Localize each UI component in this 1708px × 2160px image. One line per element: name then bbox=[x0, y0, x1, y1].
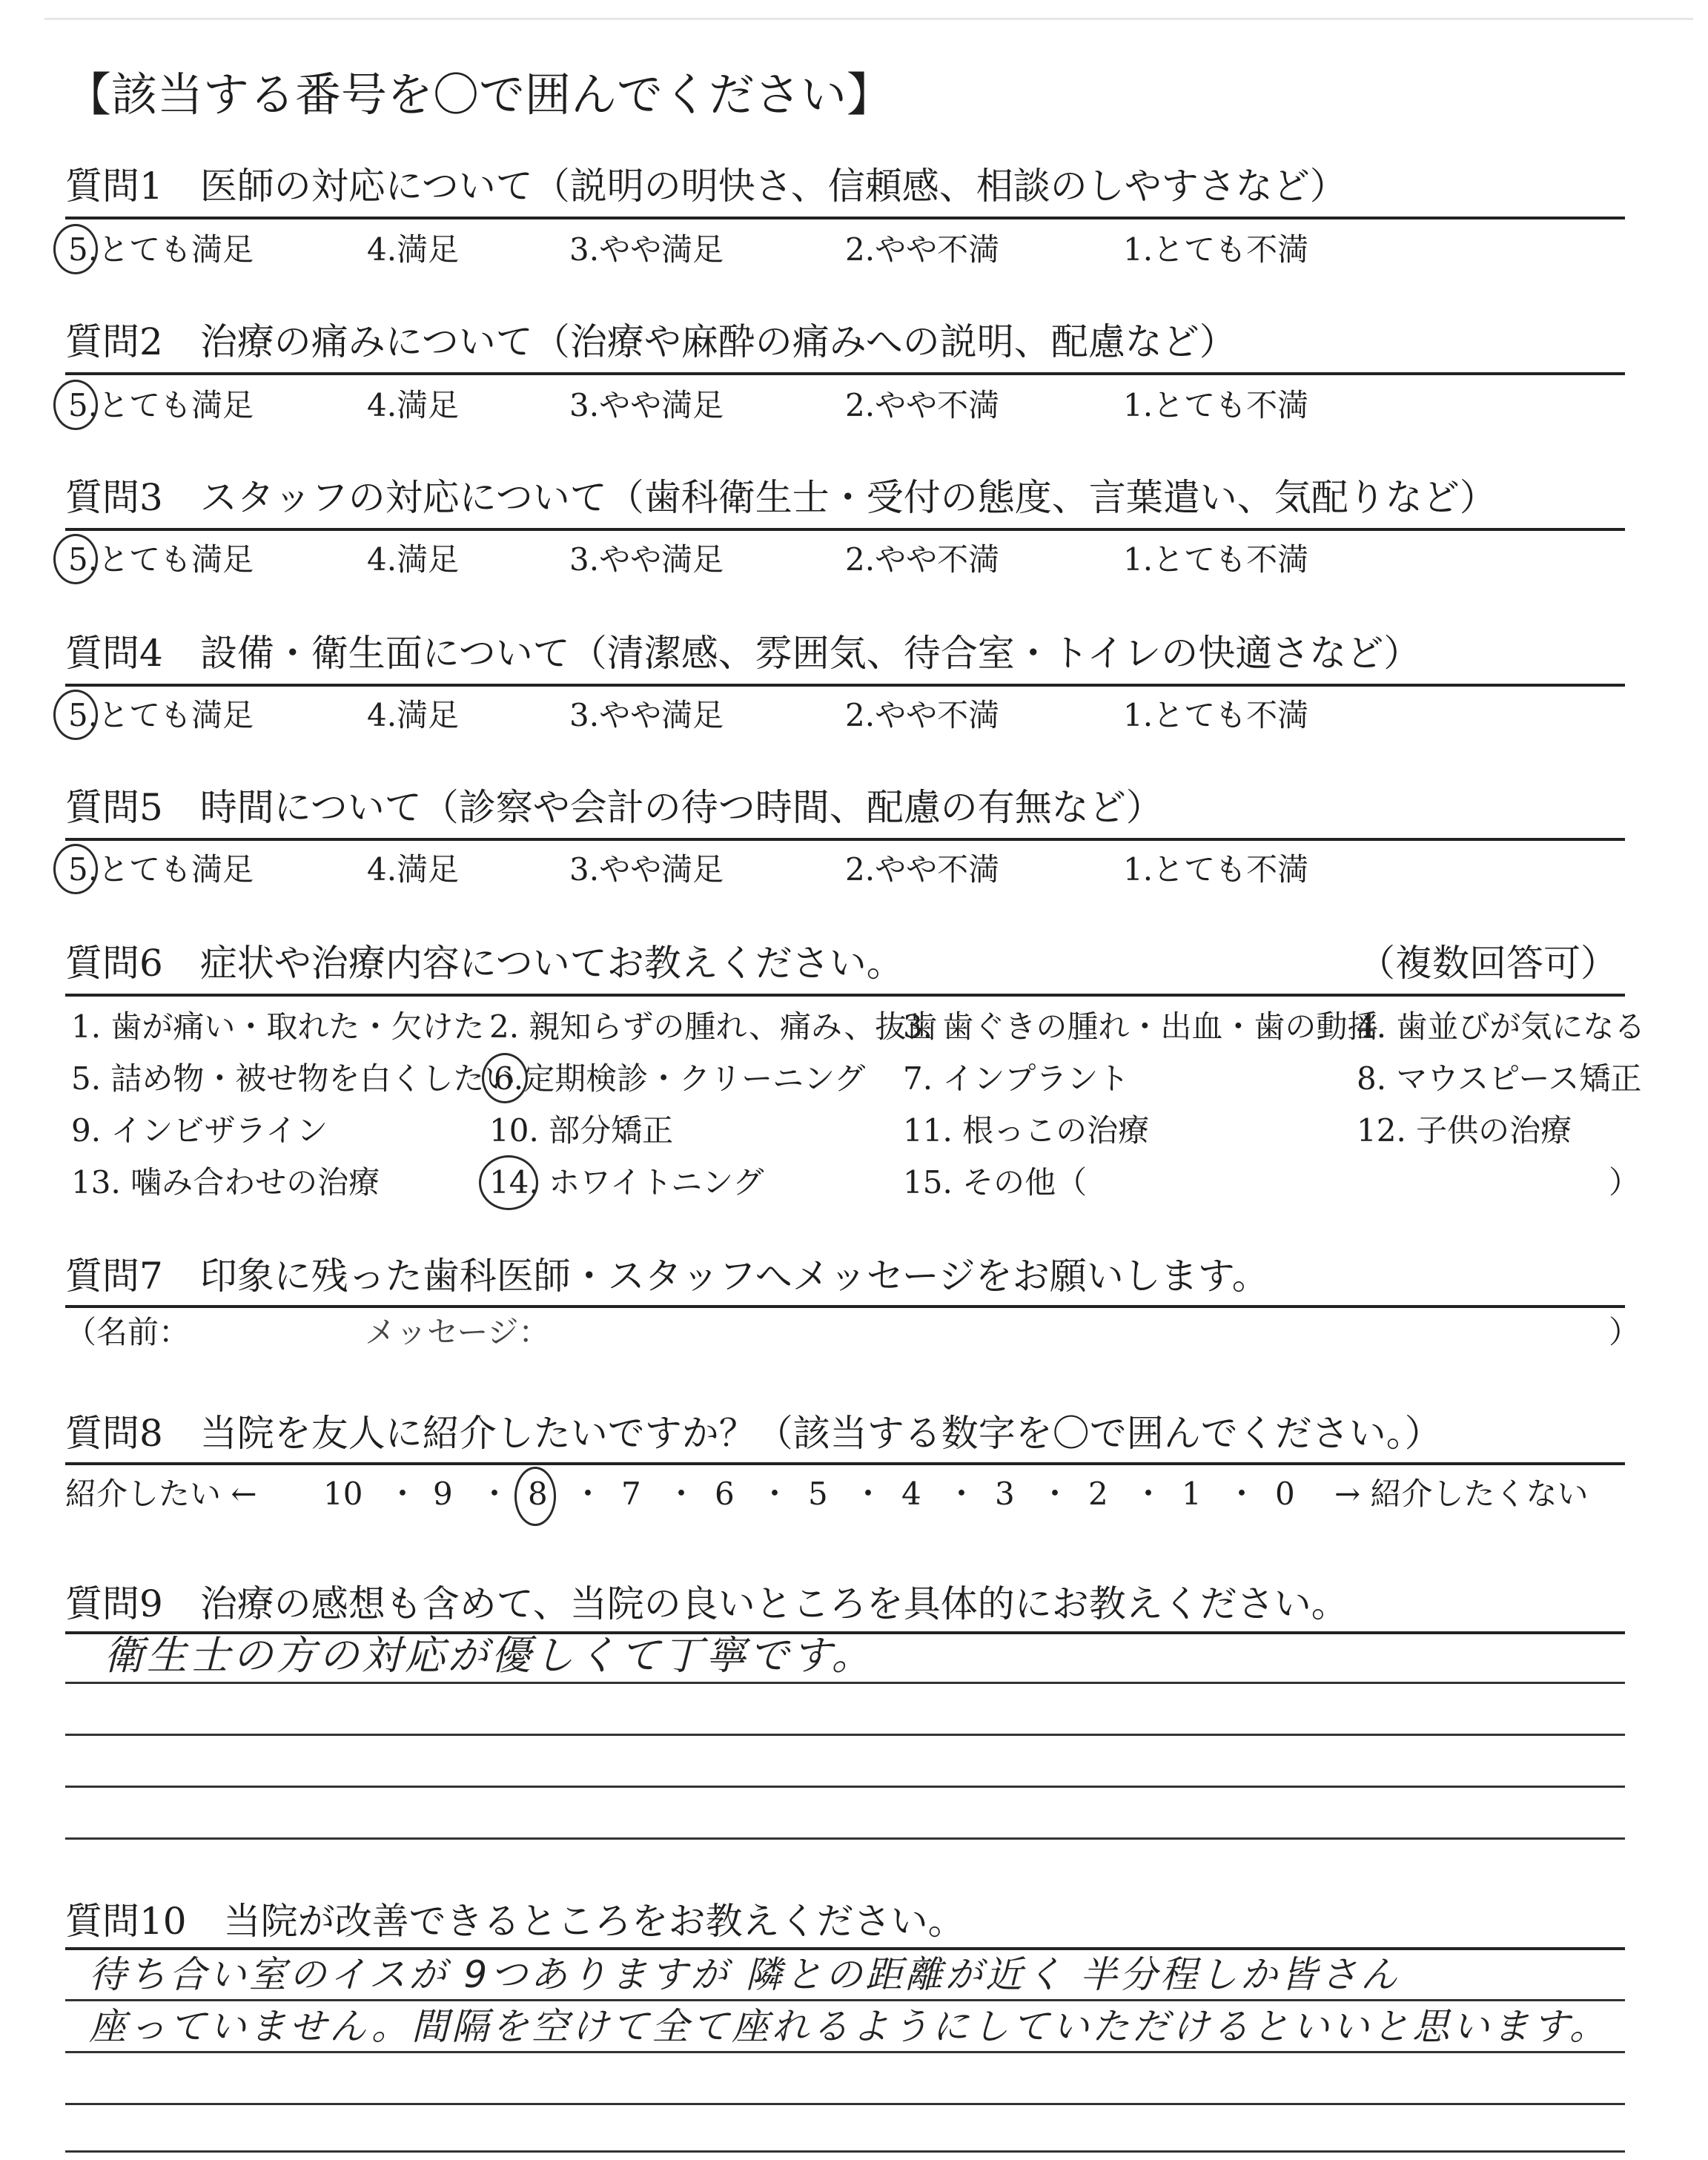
question-1-label: 質問1 bbox=[65, 165, 163, 208]
q6-other-close: ） bbox=[1609, 1164, 1641, 1200]
q8-scale-7[interactable]: 7 bbox=[621, 1476, 641, 1512]
question-2-label: 質問2 bbox=[65, 320, 163, 363]
q9-answer-line bbox=[65, 1682, 1625, 1684]
q8-scale-10[interactable]: 10 bbox=[323, 1476, 363, 1512]
question-7-text: 印象に残った歯科医師・スタッフへメッセージをお願いします。 bbox=[199, 1255, 1269, 1298]
q8-dot: ・ bbox=[759, 1476, 791, 1512]
q10-answer-line bbox=[65, 2051, 1625, 2053]
q5-option-5[interactable]: 5.とても満足 bbox=[68, 851, 254, 888]
q10-answer-line bbox=[65, 2150, 1625, 2153]
q6-option-6-circle bbox=[482, 1053, 528, 1103]
q2-option-5[interactable]: 5.とても満足 bbox=[68, 387, 254, 423]
q10-answer-line bbox=[65, 1999, 1625, 2001]
question-8-text: 当院を友人に紹介したいですか？（該当する数字を〇で囲んでください。） bbox=[199, 1412, 1442, 1455]
q10-handwritten-answer-line-1: 待ち合い室のイスが 9つありますが 隣との距離が近く 半分程しか皆さん bbox=[89, 1953, 1400, 1996]
q7-close-paren: ） bbox=[1609, 1314, 1641, 1350]
q8-dot: ・ bbox=[387, 1476, 419, 1512]
q6-option-15[interactable]: 15. その他（ bbox=[903, 1164, 1088, 1200]
q4-option-4[interactable]: 4.満足 bbox=[367, 697, 460, 733]
q1-option-2[interactable]: 2.やや不満 bbox=[845, 231, 1000, 268]
question-2-text: 治療の痛みについて（治療や麻酔の痛みへの説明、配慮など） bbox=[199, 320, 1237, 363]
q6-option-6[interactable]: 6.定期検診・クリーニング bbox=[494, 1060, 866, 1097]
q6-option-4[interactable]: 4. 歯並びが気になる bbox=[1357, 1008, 1646, 1045]
question-4-text: 設備・衛生面について（清潔感、雰囲気、待合室・トイレの快適さなど） bbox=[199, 632, 1421, 675]
q6-option-10[interactable]: 10. 部分矯正 bbox=[489, 1112, 674, 1149]
question-8-label: 質問8 bbox=[65, 1412, 163, 1455]
q9-answer-line bbox=[65, 1786, 1625, 1788]
question-1-rule bbox=[65, 217, 1625, 219]
q8-dot: ・ bbox=[479, 1476, 511, 1512]
q2-option-2[interactable]: 2.やや不満 bbox=[845, 387, 1000, 423]
q8-left-label: 紹介したい ← bbox=[65, 1476, 257, 1512]
q1-option-4[interactable]: 4.満足 bbox=[367, 231, 460, 268]
q5-answer-circle bbox=[53, 844, 98, 894]
form-title: 【該当する番号を〇で囲んでください】 bbox=[65, 67, 893, 122]
q6-option-1[interactable]: 1. 歯が痛い・取れた・欠けた bbox=[71, 1008, 485, 1045]
q6-option-12[interactable]: 12. 子供の治療 bbox=[1357, 1112, 1572, 1149]
question-4-label: 質問4 bbox=[65, 632, 163, 675]
question-6-label: 質問6 bbox=[65, 942, 163, 985]
question-10-heading bbox=[65, 1898, 965, 1944]
question-3-text: スタッフの対応について（歯科衛生士・受付の態度、言葉遣い、気配りなど） bbox=[199, 476, 1497, 519]
q8-dot: ・ bbox=[946, 1476, 978, 1512]
q8-right-label: → 紹介したくない bbox=[1334, 1476, 1589, 1512]
q6-option-5[interactable]: 5. 詰め物・被せ物を白くしたい bbox=[71, 1060, 516, 1097]
question-3-label: 質問3 bbox=[65, 476, 163, 519]
q1-answer-circle bbox=[53, 224, 98, 274]
question-7-heading bbox=[65, 1253, 1269, 1299]
q8-scale-6[interactable]: 6 bbox=[715, 1476, 735, 1512]
question-2-rule bbox=[65, 372, 1625, 375]
q8-scale-4[interactable]: 4 bbox=[901, 1476, 921, 1512]
q8-dot: ・ bbox=[572, 1476, 604, 1512]
q7-name-label: （名前： bbox=[65, 1314, 191, 1350]
q8-dot: ・ bbox=[853, 1476, 884, 1512]
q1-option-1[interactable]: 1.とても不満 bbox=[1123, 231, 1309, 268]
q3-answer-circle bbox=[53, 534, 98, 584]
q9-handwritten-answer: 衛生士の方の対応が優しくて丁寧です。 bbox=[104, 1632, 875, 1679]
question-3-rule bbox=[65, 528, 1625, 531]
question-7-label: 質問7 bbox=[65, 1255, 163, 1298]
question-8-rule bbox=[65, 1462, 1625, 1465]
question-4-rule bbox=[65, 684, 1625, 687]
question-1-text: 医師の対応について（説明の明快さ、信頼感、相談のしやすさなど） bbox=[199, 165, 1347, 208]
q9-answer-line bbox=[65, 1734, 1625, 1736]
q4-option-3[interactable]: 3.やや満足 bbox=[569, 697, 724, 733]
q3-option-3[interactable]: 3.やや満足 bbox=[569, 541, 724, 578]
q3-option-1[interactable]: 1.とても不満 bbox=[1123, 541, 1309, 578]
q6-option-2[interactable]: 2. 親知らずの腫れ、痛み、抜歯 bbox=[489, 1008, 938, 1045]
q1-option-5[interactable]: 5.とても満足 bbox=[68, 231, 254, 268]
q2-option-1[interactable]: 1.とても不満 bbox=[1123, 387, 1309, 423]
question-2-heading bbox=[65, 319, 1237, 365]
q5-option-3[interactable]: 3.やや満足 bbox=[569, 851, 724, 888]
question-8-heading bbox=[65, 1410, 1442, 1456]
q4-answer-circle bbox=[53, 690, 98, 740]
question-10-text: 当院が改善できるところをお教えください。 bbox=[223, 1900, 965, 1943]
q9-answer-line bbox=[65, 1837, 1625, 1840]
q3-option-4[interactable]: 4.満足 bbox=[367, 541, 460, 578]
q6-option-7[interactable]: 7. インプラント bbox=[903, 1060, 1130, 1097]
q8-scale-5[interactable]: 5 bbox=[808, 1476, 828, 1512]
q2-option-3[interactable]: 3.やや満足 bbox=[569, 387, 724, 423]
question-6-rule bbox=[65, 994, 1625, 997]
scan-top-border bbox=[44, 18, 1693, 20]
q8-scale-0[interactable]: 0 bbox=[1275, 1476, 1295, 1512]
question-5-text: 時間について（診察や会計の待つ時間、配慮の有無など） bbox=[199, 786, 1163, 829]
question-9-heading bbox=[65, 1581, 1348, 1627]
q8-dot: ・ bbox=[1226, 1476, 1258, 1512]
q8-selected-circle bbox=[514, 1467, 556, 1526]
q6-option-13[interactable]: 13. 噛み合わせの治療 bbox=[71, 1164, 380, 1200]
question-4-heading bbox=[65, 630, 1420, 676]
q8-scale-3[interactable]: 3 bbox=[995, 1476, 1015, 1512]
q6-option-14-circle bbox=[479, 1155, 538, 1210]
q3-option-2[interactable]: 2.やや不満 bbox=[845, 541, 1000, 578]
q6-option-14[interactable]: 14. ホワイトニング bbox=[489, 1164, 764, 1200]
q6-option-11[interactable]: 11. 根っこの治療 bbox=[903, 1112, 1150, 1149]
question-3-heading bbox=[65, 475, 1497, 521]
q7-message-label: メッセージ： bbox=[365, 1314, 550, 1350]
q8-scale-1[interactable]: 1 bbox=[1182, 1476, 1202, 1512]
q1-option-3[interactable]: 3.やや満足 bbox=[569, 231, 724, 268]
question-5-rule bbox=[65, 838, 1625, 841]
q6-option-3[interactable]: 3. 歯ぐきの腫れ・出血・歯の動揺 bbox=[903, 1008, 1379, 1045]
question-5-label: 質問5 bbox=[65, 786, 163, 829]
q2-option-4[interactable]: 4.満足 bbox=[367, 387, 460, 423]
q4-option-5[interactable]: 5.とても満足 bbox=[68, 697, 254, 733]
question-9-text: 治療の感想も含めて、当院の良いところを具体的にお教えください。 bbox=[199, 1582, 1348, 1625]
question-6-multiple-note: （複数回答可） bbox=[1358, 942, 1618, 985]
question-1-heading bbox=[65, 163, 1347, 209]
q4-option-1[interactable]: 1.とても不満 bbox=[1123, 697, 1309, 733]
question-9-label: 質問9 bbox=[65, 1582, 163, 1625]
question-6-text: 症状や治療内容についてお教えください。 bbox=[199, 942, 904, 985]
q8-dot: ・ bbox=[666, 1476, 698, 1512]
question-5-heading bbox=[65, 785, 1163, 830]
q8-dot: ・ bbox=[1039, 1476, 1071, 1512]
question-10-label: 質問10 bbox=[65, 1900, 187, 1943]
q10-answer-line bbox=[65, 2103, 1625, 2105]
q8-scale-2[interactable]: 2 bbox=[1088, 1476, 1108, 1512]
q10-handwritten-answer-line-2: 座っていません。間隔を空けて全て座れるようにしていただけるといいと思います。 bbox=[89, 2005, 1609, 2048]
q8-scale-8[interactable]: 8 bbox=[528, 1476, 548, 1512]
q5-option-4[interactable]: 4.満足 bbox=[367, 851, 460, 888]
q8-scale-9[interactable]: 9 bbox=[433, 1476, 453, 1512]
question-6-heading bbox=[65, 940, 904, 986]
q8-dot: ・ bbox=[1133, 1476, 1165, 1512]
q6-option-8[interactable]: 8. マウスピース矯正 bbox=[1357, 1060, 1642, 1097]
q4-option-2[interactable]: 2.やや不満 bbox=[845, 697, 1000, 733]
question-7-rule bbox=[65, 1305, 1625, 1308]
q2-answer-circle bbox=[53, 380, 98, 430]
q5-option-2[interactable]: 2.やや不満 bbox=[845, 851, 1000, 888]
q3-option-5[interactable]: 5.とても満足 bbox=[68, 541, 254, 578]
q5-option-1[interactable]: 1.とても不満 bbox=[1123, 851, 1309, 888]
q6-option-9[interactable]: 9. インビザライン bbox=[71, 1112, 328, 1149]
